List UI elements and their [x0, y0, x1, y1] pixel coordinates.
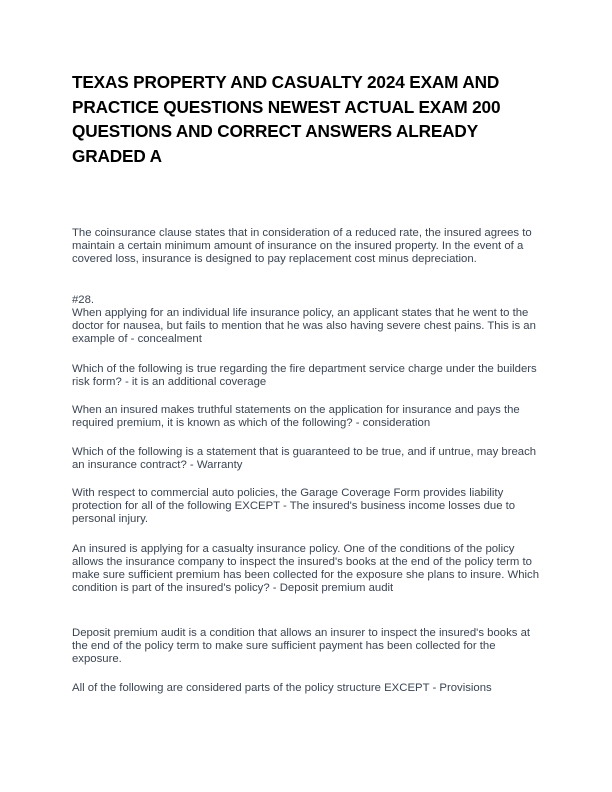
paragraph-coinsurance: The coinsurance clause states that in consideration of a reduced rate, the insured agrees to maintain a certain minimum amount of insurance on the insured property. In the event of a covered loss, insurance is designed to pay replacement cost minus depreciation.: [72, 227, 532, 266]
qa-deposit-premium-audit: An insured is applying for a casualty insurance policy. One of the conditions of the policy allows the insurance company to inspect the insured's books at the end of the policy term to make sure sufficient premium has been collected for the exposure she plans to insure. Which condition is part of the insured's policy? - Deposit premium audit: [72, 543, 540, 595]
qa-policy-structure: All of the following are considered parts of the policy structure EXCEPT - Provisions: [72, 682, 492, 694]
qa-garage-coverage: With respect to commercial auto policies, the Garage Coverage Form provides liability protection for all of the following EXCEPT - The insured's business income losses due to personal injury.: [72, 487, 516, 526]
qa-concealment: When applying for an individual life insurance policy, an applicant states that he went to the doctor for nausea, but fails to mention that he was also having severe chest pains. This is an example of - concealment: [72, 307, 536, 346]
paragraph-deposit-premium-audit: Deposit premium audit is a condition that allows an insurer to inspect the insured's books at the end of the policy term to make sure sufficient payment has been collected for the exposure.: [72, 627, 531, 666]
qa-consideration: When an insured makes truthful statements on the application for insurance and pays the required premium, it is known as which of the following? - consideration: [72, 404, 520, 430]
qa-fire-department: Which of the following is true regarding the fire department service charge under the builders risk form? - it is an additional coverage: [72, 363, 537, 389]
document-title: TEXAS PROPERTY AND CASUALTY 2024 EXAM AND PRACTICE QUESTIONS NEWEST ACTUAL EXAM 200 QUESTIONS AND CORRECT ANSWERS ALREADY GRADED A: [72, 72, 501, 166]
qa-warranty: Which of the following is a statement that is guaranteed to be true, and if untrue, may breach an insurance contract? - Warranty: [72, 446, 537, 472]
question-number: #28.: [72, 294, 95, 306]
